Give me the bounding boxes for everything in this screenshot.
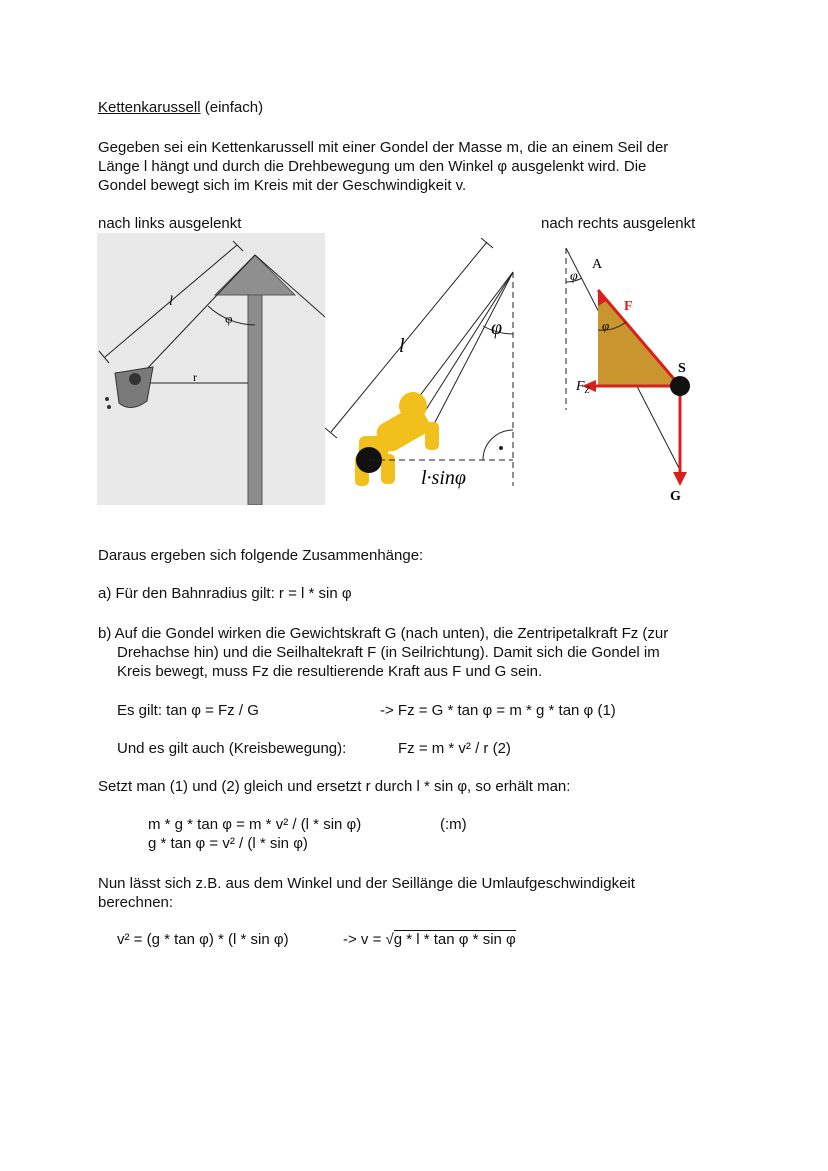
eq1-right: -> Fz = G * tan φ = m * g * tan φ (1) bbox=[380, 702, 616, 719]
final-arrow: -> v = √ bbox=[343, 931, 394, 948]
label-phi: φ bbox=[225, 311, 233, 326]
right-angle-arc bbox=[483, 430, 513, 460]
dim-tick bbox=[325, 428, 337, 438]
rider bbox=[129, 373, 141, 385]
label-Fz: $F_Z$ bbox=[576, 379, 590, 395]
eq2-right: Fz = m * v² / r (2) bbox=[398, 740, 511, 757]
nun-paragraph bbox=[98, 874, 635, 912]
swing-figure bbox=[325, 236, 525, 508]
label-phi: φ bbox=[491, 317, 503, 339]
deriv-line2: g * tan φ = v² / (l * sin φ) bbox=[148, 835, 308, 852]
photo-background bbox=[97, 233, 325, 505]
mass-point bbox=[670, 376, 690, 396]
carousel-figure bbox=[97, 233, 325, 505]
label-lsinphi: l·sinφ bbox=[421, 467, 466, 489]
document-title bbox=[98, 99, 263, 116]
item-b-line: Drehachse hin) und die Seilhaltekraft F (in Seilrichtung). Damit sich die Gondel im bbox=[117, 644, 660, 661]
item-b-line: b) Auf die Gondel wirken die Gewichtskraft G (nach unten), die Zentripetalkraft Fz (zur bbox=[98, 625, 669, 642]
right-angle-dot bbox=[499, 446, 503, 450]
item-a: a) Für den Bahnradius gilt: r = l * sin φ bbox=[98, 585, 352, 602]
label-G: G bbox=[670, 489, 681, 504]
label-l: l bbox=[399, 335, 405, 357]
nun-line: berechnen: bbox=[98, 894, 174, 911]
arrow-G bbox=[673, 472, 687, 486]
label-l: l bbox=[169, 294, 173, 309]
rope-inner2 bbox=[433, 272, 513, 426]
gondola-dot bbox=[105, 397, 109, 401]
label-F: F bbox=[624, 299, 633, 314]
right-caption: nach rechts ausgelenkt bbox=[541, 215, 696, 232]
label-A: A bbox=[592, 257, 603, 272]
final-radicand: g * l * tan φ * sin φ bbox=[393, 931, 516, 948]
relations-intro: Daraus ergeben sich folgende Zusammenhänge: bbox=[98, 547, 424, 564]
title-suffix: (einfach) bbox=[204, 99, 264, 116]
item-b bbox=[98, 624, 668, 681]
deriv-line1: m * g * tan φ = m * v² / (l * sin φ) bbox=[148, 816, 362, 833]
setzt-text: Setzt man (1) und (2) gleich und ersetzt r durch l * sin φ, so erhält man: bbox=[98, 778, 571, 795]
eq1-left: Es gilt: tan φ = Fz / G bbox=[117, 702, 259, 719]
title-main: Kettenkarussell bbox=[98, 99, 201, 116]
deriv-note: (:m) bbox=[440, 816, 467, 833]
intro-paragraph bbox=[98, 138, 748, 195]
left-caption: nach links ausgelenkt bbox=[98, 215, 242, 232]
intro-line: Länge l hängt und durch die Drehbewegung um den Winkel φ ausgelenkt wird. Die bbox=[98, 158, 647, 175]
label-S: S bbox=[678, 361, 686, 376]
force-diagram bbox=[560, 240, 710, 508]
label-phi-top: φ bbox=[570, 269, 578, 284]
final-right bbox=[343, 931, 516, 948]
intro-line: Gondel bewegt sich im Kreis mit der Geschwindigkeit v. bbox=[98, 177, 467, 194]
intro-line: Gegeben sei ein Kettenkarussell mit einer Gondel der Masse m, die an einem Seil der bbox=[98, 139, 669, 156]
gondola-dot bbox=[107, 405, 111, 409]
item-b-line: Kreis bewegt, muss Fz die resultierende Kraft aus F und G sein. bbox=[117, 663, 543, 680]
nun-line: Nun lässt sich z.B. aus dem Winkel und der Seillänge die Umlaufgeschwindigkeit bbox=[98, 875, 635, 892]
pole bbox=[248, 295, 262, 505]
eq2-left: Und es gilt auch (Kreisbewegung): bbox=[117, 740, 347, 757]
label-phi-inner: φ bbox=[602, 318, 610, 333]
label-r: r bbox=[193, 370, 197, 384]
final-left: v² = (g * tan φ) * (l * sin φ) bbox=[117, 931, 289, 948]
